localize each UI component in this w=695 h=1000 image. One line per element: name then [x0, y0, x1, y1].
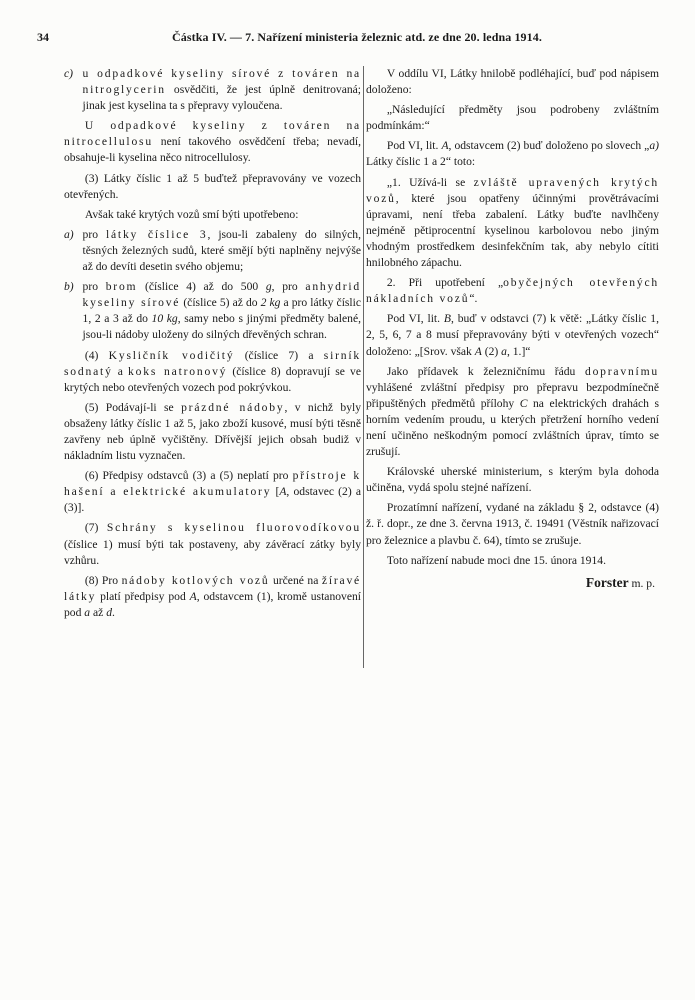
signature: [366, 575, 659, 592]
item-marker: a): [64, 227, 74, 241]
paragraph-vi-b: Pod VI, lit. B, buď v odstavci (7) k větě: „Látky číslic 1, 2, 5, 6, 7 a 8 musí přepravovány býti v otevřených vozech“ doloženo: „[Srov. však A (2) a, 1.]“: [366, 312, 659, 358]
spaced-text: obyčejných otevřených nákladních vozů: [366, 276, 659, 306]
paragraph-oddil-vi: V oddílu VI, Látky hnilobě podléhající, buď pod nápisem doloženo:: [366, 67, 659, 97]
paragraph-6: (6) Předpisy odstavců (3) a (5) neplatí pro přístroje k hašení a elektrické akumulatory [A, odstavec (2) a (3)].: [64, 469, 361, 515]
spaced-text: Schrány s kyselinou fluorovodíkovou: [106, 521, 361, 535]
spaced-text: koks natronový: [128, 364, 228, 378]
spaced-text: zvláště upravených krytých vozů: [366, 175, 659, 205]
spaced-text: brom: [105, 280, 138, 294]
spaced-text: přístroje k hašení a elektrické akumulatory: [64, 469, 361, 499]
paragraph-vi-a: Pod VI, lit. A, odstavcem (2) buď doloženo po slovech „a) Látky číslic 1 a 2“ toto:: [366, 139, 659, 169]
spaced-text: sirník sodnatý: [64, 348, 361, 378]
paragraph-vi-point-1: „1. Užívá-li se zvláště upravených krytých vozů, které jsou opatřeny účinnými provětrávacími úpravami, není třeba zabalení. Látky buďte navlhčeny nejméně pětiprocentní kyselinou karbolovou nebo jiným vhodným prostředkem desinfekčním tak, aby nebylo cítiti hnilobného zápachu.: [366, 175, 659, 270]
paragraph-avsak: Avšak také krytých vozů smí býti upotřebeno:: [84, 207, 299, 221]
running-title: Částka IV. — 7. Nařízení ministeria železnic atd. ze dne 20. ledna 1914.: [172, 30, 542, 44]
paragraph-prozatimni: Prozatímní nařízení, vydané na základu § 2, odstavce (4) ž. ř. dopr., ze dne 3. června 1913, č. 19491 (Věstník nařizovací pro železnice a plavbu č. 64), tímto se zrušuje.: [366, 501, 659, 547]
item-marker: b): [64, 280, 74, 294]
paragraph-8: (8) Pro nádoby kotlových vozů určené na žíravé látky platí předpisy pod A, odstavcem (1), kromě ustanovení pod a až d.: [64, 573, 362, 619]
spaced-text: nádoby kotlových vozů: [121, 573, 270, 587]
paragraph-item-a: a) pro látky číslice 3, jsou-li zabaleny do silných, těsných železných sudů, které smějí býti naplněny nejvýše až do devíti desetin svého objemu;: [64, 227, 361, 274]
paragraph-4: (4) Kysličník vodičitý (číslice 7) a sirník sodnatý a koks natronový (číslice 8) dopravují se ve krytých nebo otevřených vozech pod pokrývkou.: [64, 348, 361, 394]
paragraph-quote-podminky: „Následující předměty jsou podrobeny zvláštním podmínkám:“: [366, 103, 659, 133]
page-header: [37, 30, 662, 48]
spaced-text: anhydrid kyseliny sírové: [82, 280, 361, 310]
spaced-text: u odpadkové kyseliny sírové z továren na nitroglycerin: [82, 67, 361, 97]
paragraph-ministerium: Královské uherské ministerium, s kterým byla dohoda učiněna, vydá spolu stejné nařízení.: [366, 465, 659, 495]
paragraph-5: (5) Podávají-li se prázdné nádoby, v nichž byly obsaženy látky číslic 1 až 5, jako zboží kusové, musí býti těsně zavřeny neb úplně vyčištěny. Dřívější jejich obsah budiž v nákladním listu vyznačen.: [64, 400, 362, 463]
item-marker: c): [64, 67, 74, 80]
paragraph-nitrocellulose: U odpadkové kyseliny z továren na nitrocellulosu není takového osvědčení třeba; nevadí, obsahuje-li kyselina něco nitrocellulosy.: [64, 119, 361, 165]
right-column: [366, 66, 659, 596]
paragraph-item-c: c) u odpadkové kyseliny sírové z továren na nitroglycerin osvědčiti, že jest úplně denitrovaná; jinak jest kyselina ta s přepravy vyloučena.: [64, 67, 361, 113]
spaced-text: prázdné nádoby: [181, 400, 285, 414]
signature-name: Forster: [585, 574, 629, 590]
signature-title: m. p.: [628, 576, 655, 590]
page-number: 34: [37, 30, 49, 44]
spaced-text: dopravnímu: [584, 364, 659, 378]
paragraph-3: (3) Látky číslic 1 až 5 buďtež přepravovány ve vozech otevřených.: [64, 171, 361, 201]
spaced-text: látky číslice 3: [105, 227, 208, 241]
column-divider: [363, 66, 364, 668]
paragraph-pridavek: Jako přídavek k železničnímu řádu dopravnímu vyhlášené zvláštní předpisy pro přepravu bezpodmínečně připuštěných předmětů přílohy C na elektrických drahách s horním vedením proudu, u kterých přetržení horního vedení není učiněno neškodným pomocí zvláštních úprav, tímto se zrušují.: [366, 364, 659, 459]
paragraph-ucinnost: Toto nařízení nabude moci dne 15. února 1914.: [386, 553, 606, 567]
spaced-text: žíravé látky: [64, 573, 362, 603]
paragraph-item-b: b) pro brom (číslice 4) až do 500 g, pro anhydrid kyseliny sírové (číslice 5) až do 2 kg a pro látky číslic 1, 2 a 3 až do 10 kg, samy nebo s jinými předměty balené, jsou-li nádoby uloženy do silných dřevěných schran.: [64, 280, 362, 342]
paragraph-7: (7) Schrány s kyselinou fluorovodíkovou (číslice 1) musí býti tak postaveny, aby závěrací zátky byly vzhůru.: [64, 521, 361, 567]
spaced-text: Kysličník vodičitý: [108, 348, 235, 362]
spaced-text: U odpadkové kyseliny z továren na nitrocellulosu: [64, 119, 361, 149]
paragraph-vi-point-2: 2. Při upotřebení „obyčejných otevřených nákladních vozů“.: [366, 276, 659, 306]
left-column: [64, 66, 361, 625]
